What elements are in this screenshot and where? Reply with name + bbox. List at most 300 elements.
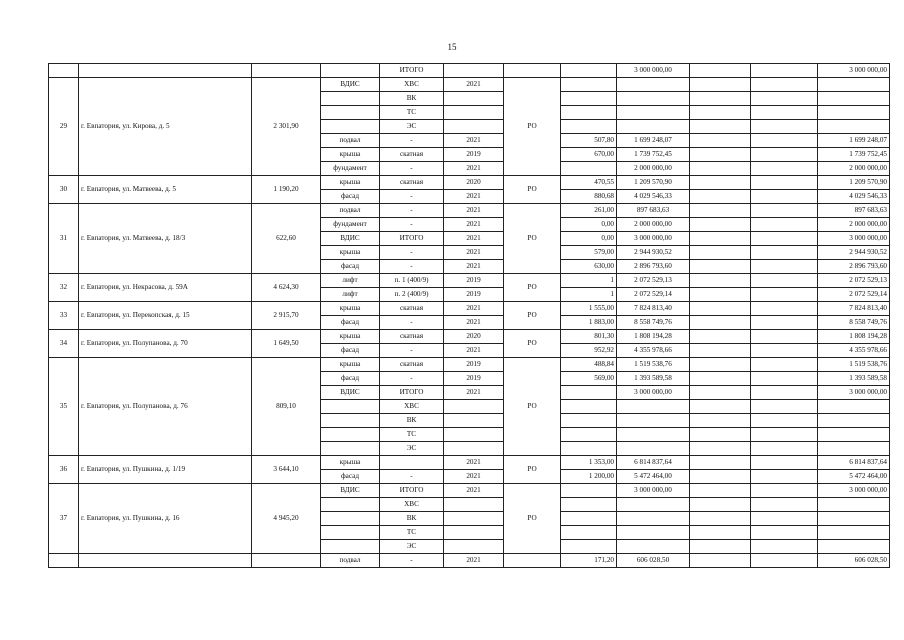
cell-cost: 3 000 000,00: [617, 232, 690, 246]
cell-work-type: фасад: [321, 372, 380, 386]
cell-subtype: скатная: [380, 176, 444, 190]
cell-year: [444, 442, 504, 456]
cell-cost: [617, 540, 690, 554]
cell-address: г. Евпатория, ул. Матвеева, д. 5: [79, 176, 252, 204]
cell-subtype: ЭС: [380, 540, 444, 554]
cell-cost: 2 896 793,60: [617, 260, 690, 274]
cell-subtype: -: [380, 218, 444, 232]
cell-quantity: 1: [561, 274, 617, 288]
cell-work-type: ВДИС: [321, 232, 380, 246]
cell-empty: [690, 344, 751, 358]
cell-empty: [690, 246, 751, 260]
cell-subtype: ХВС: [380, 498, 444, 512]
cell-cost: [617, 512, 690, 526]
cell-cost: [617, 498, 690, 512]
cell-empty: [751, 260, 818, 274]
cell-cost: [617, 78, 690, 92]
cell-number: 30: [49, 176, 79, 204]
cell-total: [818, 400, 890, 414]
page-number: 15: [447, 42, 457, 52]
cell-subtype: скатная: [380, 330, 444, 344]
cell-empty: [690, 400, 751, 414]
cell-year: 2019: [444, 274, 504, 288]
cell-address: г. Евпатория, ул. Полупанова, д. 70: [79, 330, 252, 358]
cell-fund: [504, 554, 561, 568]
cell-cost: 1 209 570,90: [617, 176, 690, 190]
cell-empty: [690, 302, 751, 316]
cell-subtype: ХВС: [380, 78, 444, 92]
cell-cost: 1 699 248,07: [617, 134, 690, 148]
cell-total: [818, 540, 890, 554]
cell-year: [444, 120, 504, 134]
table-row: [49, 554, 890, 568]
table-row: [49, 302, 890, 316]
cell-year: 2021: [444, 218, 504, 232]
cell-work-type: крыша: [321, 456, 380, 470]
cell-work-type: фасад: [321, 470, 380, 484]
cell-subtype: -: [380, 204, 444, 218]
cell-number: 37: [49, 484, 79, 554]
cell-cost: 1 739 752,45: [617, 148, 690, 162]
cell-cost: 8 558 749,76: [617, 316, 690, 330]
cell-total: 606 028,50: [818, 554, 890, 568]
cell-total: 1 393 589,58: [818, 372, 890, 386]
cell-cost: 7 824 813,40: [617, 302, 690, 316]
cell-work-type: подвал: [321, 554, 380, 568]
cell-total: 2 896 793,60: [818, 260, 890, 274]
cell-year: 2019: [444, 288, 504, 302]
cell-cost: [617, 442, 690, 456]
cell-empty: [751, 386, 818, 400]
cell-work-type: [321, 526, 380, 540]
cell-year: [444, 428, 504, 442]
cell-quantity: 1 200,00: [561, 470, 617, 484]
cell-empty: [690, 428, 751, 442]
cell-fund: РО: [504, 302, 561, 330]
cell-work-type: [321, 428, 380, 442]
cell-year: 2019: [444, 372, 504, 386]
cell-area: 2 301,90: [252, 78, 321, 176]
cell-number: 34: [49, 330, 79, 358]
cell-address: г. Евпатория, ул. Некрасова, д. 59А: [79, 274, 252, 302]
cell-empty: [751, 344, 818, 358]
cell-number: 31: [49, 204, 79, 274]
cell-subtype: -: [380, 554, 444, 568]
table-row: [49, 358, 890, 372]
cell-cost: 4 355 978,66: [617, 344, 690, 358]
cell-total: [818, 106, 890, 120]
cell-address: [79, 554, 252, 568]
cell-total: 1 739 752,45: [818, 148, 890, 162]
cell-empty: [751, 498, 818, 512]
cell-year: 2021: [444, 204, 504, 218]
cell-address: г. Евпатория, ул. Пушкина, д. 1/19: [79, 456, 252, 484]
cell-quantity: [561, 400, 617, 414]
cell-quantity: [561, 526, 617, 540]
cell-cost: [617, 526, 690, 540]
cell-work-type: [321, 498, 380, 512]
cell-year: [444, 540, 504, 554]
cell-empty: [690, 134, 751, 148]
cell-work-type: крыша: [321, 358, 380, 372]
cell-empty: [751, 246, 818, 260]
cell-year: 2021: [444, 246, 504, 260]
cell-empty: [751, 358, 818, 372]
cell-year: [444, 92, 504, 106]
cell-quantity: 952,92: [561, 344, 617, 358]
cell-work-type: фасад: [321, 344, 380, 358]
repair-schedule-table: [48, 63, 890, 568]
cell-year: 2021: [444, 162, 504, 176]
cell-subtype: ТС: [380, 526, 444, 540]
cell-work-type: крыша: [321, 176, 380, 190]
table-row: [49, 484, 890, 498]
cell-cost: 3 000 000,00: [617, 386, 690, 400]
cell-quantity: 0,00: [561, 218, 617, 232]
cell-year: 2021: [444, 260, 504, 274]
cell-quantity: [561, 162, 617, 176]
cell-quantity: 261,00: [561, 204, 617, 218]
cell-quantity: [561, 484, 617, 498]
cell-subtype: ИТОГО: [380, 386, 444, 400]
cell-total: 897 683,63: [818, 204, 890, 218]
cell-area: 809,10: [252, 358, 321, 456]
cell-total: 1 209 570,90: [818, 176, 890, 190]
cell-quantity: 630,00: [561, 260, 617, 274]
cell-total: 5 472 464,00: [818, 470, 890, 484]
cell-cost: 4 029 546,33: [617, 190, 690, 204]
table-row: [49, 64, 890, 78]
cell-year: [444, 512, 504, 526]
cell-cost: [617, 428, 690, 442]
cell-subtype: ХВС: [380, 400, 444, 414]
cell-empty: [751, 176, 818, 190]
cell-cost: 897 683,63: [617, 204, 690, 218]
cell-cost: 2 072 529,14: [617, 288, 690, 302]
cell-subtype: ЭС: [380, 442, 444, 456]
cell-subtype: -: [380, 134, 444, 148]
cell-subtype: ИТОГО: [380, 64, 444, 78]
cell-empty: [690, 106, 751, 120]
cell-quantity: [561, 428, 617, 442]
cell-empty: [751, 232, 818, 246]
cell-work-type: лифт: [321, 288, 380, 302]
cell-quantity: 1: [561, 288, 617, 302]
cell-fund: РО: [504, 358, 561, 456]
cell-quantity: [561, 442, 617, 456]
cell-year: 2021: [444, 386, 504, 400]
cell-work-type: [321, 442, 380, 456]
cell-total: 2 944 930,52: [818, 246, 890, 260]
cell-work-type: фасад: [321, 316, 380, 330]
cell-quantity: [561, 498, 617, 512]
cell-work-type: фундамент: [321, 162, 380, 176]
cell-total: [818, 92, 890, 106]
cell-empty: [751, 92, 818, 106]
cell-work-type: подвал: [321, 134, 380, 148]
cell-empty: [690, 176, 751, 190]
cell-subtype: -: [380, 470, 444, 484]
table-row: [49, 78, 890, 92]
cell-empty: [751, 512, 818, 526]
cell-work-type: [321, 120, 380, 134]
cell-work-type: [321, 414, 380, 428]
cell-subtype: -: [380, 316, 444, 330]
cell-empty: [690, 484, 751, 498]
cell-quantity: 801,30: [561, 330, 617, 344]
cell-fund: РО: [504, 204, 561, 274]
cell-total: 2 072 529,13: [818, 274, 890, 288]
cell-quantity: [561, 120, 617, 134]
cell-work-type: [321, 400, 380, 414]
cell-total: 2 072 529,14: [818, 288, 890, 302]
cell-address: г. Евпатория, ул. Полупанова, д. 76: [79, 358, 252, 456]
cell-subtype: ИТОГО: [380, 232, 444, 246]
cell-total: 6 814 837,64: [818, 456, 890, 470]
cell-empty: [751, 526, 818, 540]
cell-number: 35: [49, 358, 79, 456]
cell-total: 8 558 749,76: [818, 316, 890, 330]
cell-cost: 2 944 930,52: [617, 246, 690, 260]
cell-year: 2021: [444, 316, 504, 330]
cell-fund: РО: [504, 274, 561, 302]
cell-subtype: -: [380, 190, 444, 204]
cell-empty: [690, 456, 751, 470]
cell-work-type: крыша: [321, 302, 380, 316]
cell-quantity: 488,84: [561, 358, 617, 372]
cell-address: г. Евпатория, ул. Пушкина, д. 16: [79, 484, 252, 554]
cell-subtype: п. 1 (400/9): [380, 274, 444, 288]
table-row: [49, 274, 890, 288]
cell-work-type: подвал: [321, 204, 380, 218]
cell-area: [252, 554, 321, 568]
cell-year: 2021: [444, 232, 504, 246]
cell-quantity: 470,55: [561, 176, 617, 190]
cell-empty: [751, 484, 818, 498]
cell-year: 2021: [444, 484, 504, 498]
cell-empty: [751, 442, 818, 456]
cell-total: [818, 78, 890, 92]
cell-cost: 606 028,50: [617, 554, 690, 568]
cell-empty: [690, 498, 751, 512]
cell-empty: [751, 78, 818, 92]
cell-area: 3 644,10: [252, 456, 321, 484]
cell-empty: [690, 358, 751, 372]
cell-year: 2020: [444, 330, 504, 344]
cell-total: 2 000 000,00: [818, 162, 890, 176]
cell-empty: [690, 372, 751, 386]
cell-total: 7 824 813,40: [818, 302, 890, 316]
cell-total: 1 808 194,28: [818, 330, 890, 344]
table-row: [49, 176, 890, 190]
cell-empty: [751, 106, 818, 120]
cell-number: 33: [49, 302, 79, 330]
cell-empty: [690, 386, 751, 400]
cell-empty: [690, 316, 751, 330]
cell-quantity: [561, 106, 617, 120]
cell-year: 2019: [444, 148, 504, 162]
cell-empty: [690, 442, 751, 456]
cell-subtype: -: [380, 260, 444, 274]
cell-area: 1 649,50: [252, 330, 321, 358]
cell-cost: 1 519 538,76: [617, 358, 690, 372]
cell-cost: [617, 106, 690, 120]
cell-quantity: 1 353,00: [561, 456, 617, 470]
cell-cost: 3 000 000,00: [617, 64, 690, 78]
cell-work-type: фасад: [321, 260, 380, 274]
cell-work-type: крыша: [321, 330, 380, 344]
cell-cost: 2 072 529,13: [617, 274, 690, 288]
cell-quantity: 1 555,00: [561, 302, 617, 316]
cell-empty: [690, 470, 751, 484]
cell-subtype: ИТОГО: [380, 484, 444, 498]
cell-empty: [751, 148, 818, 162]
cell-work-type: ВДИС: [321, 386, 380, 400]
cell-cost: 5 472 464,00: [617, 470, 690, 484]
cell-empty: [690, 204, 751, 218]
cell-number: 36: [49, 456, 79, 484]
cell-empty: [690, 232, 751, 246]
cell-quantity: [561, 78, 617, 92]
cell-total: [818, 512, 890, 526]
cell-quantity: 507,80: [561, 134, 617, 148]
cell-total: [818, 442, 890, 456]
cell-cost: [617, 92, 690, 106]
cell-work-type: [321, 106, 380, 120]
cell-year: 2021: [444, 456, 504, 470]
cell-work-type: крыша: [321, 148, 380, 162]
cell-empty: [751, 400, 818, 414]
cell-empty: [751, 470, 818, 484]
cell-total: [818, 428, 890, 442]
cell-work-type: фасад: [321, 190, 380, 204]
cell-year: 2021: [444, 302, 504, 316]
cell-empty: [690, 288, 751, 302]
cell-area: 622,60: [252, 204, 321, 274]
cell-empty: [690, 190, 751, 204]
cell-total: [818, 120, 890, 134]
cell-quantity: 0,00: [561, 232, 617, 246]
cell-work-type: ВДИС: [321, 484, 380, 498]
cell-cost: 6 814 837,64: [617, 456, 690, 470]
cell-subtype: -: [380, 246, 444, 260]
cell-subtype: [380, 456, 444, 470]
cell-empty: [690, 218, 751, 232]
cell-total: 2 000 000,00: [818, 218, 890, 232]
cell-fund: РО: [504, 176, 561, 204]
cell-year: [444, 400, 504, 414]
cell-empty: [751, 316, 818, 330]
cell-empty: [751, 204, 818, 218]
cell-empty: [690, 274, 751, 288]
cell-year: 2021: [444, 470, 504, 484]
cell-subtype: ВК: [380, 414, 444, 428]
cell-empty: [690, 260, 751, 274]
cell-cost: 3 000 000,00: [617, 484, 690, 498]
cell-quantity: 579,00: [561, 246, 617, 260]
cell-fund: РО: [504, 484, 561, 554]
cell-subtype: -: [380, 344, 444, 358]
cell-subtype: ВК: [380, 92, 444, 106]
table-row: [49, 456, 890, 470]
cell-year: 2020: [444, 176, 504, 190]
cell-year: [444, 498, 504, 512]
cell-empty: [751, 190, 818, 204]
cell-total: 4 355 978,66: [818, 344, 890, 358]
cell-subtype: -: [380, 372, 444, 386]
cell-empty: [751, 372, 818, 386]
cell-empty: [751, 414, 818, 428]
cell-subtype: скатная: [380, 358, 444, 372]
cell-work-type: [321, 92, 380, 106]
cell-work-type: [321, 540, 380, 554]
cell-empty: [690, 120, 751, 134]
cell-year: 2021: [444, 190, 504, 204]
cell-cost: 2 000 000,00: [617, 218, 690, 232]
cell-address: г. Евпатория, ул. Кирова, д. 5: [79, 78, 252, 176]
cell-total: [818, 414, 890, 428]
cell-subtype: ТС: [380, 428, 444, 442]
cell-total: 1 519 538,76: [818, 358, 890, 372]
cell-number: 29: [49, 78, 79, 176]
cell-empty: [690, 414, 751, 428]
cell-cost: [617, 414, 690, 428]
cell-empty: [690, 526, 751, 540]
cell-empty: [690, 554, 751, 568]
cell-subtype: ВК: [380, 512, 444, 526]
cell-fund: РО: [504, 78, 561, 176]
cell-quantity: [561, 386, 617, 400]
cell-work-type: [321, 512, 380, 526]
cell-empty: [751, 218, 818, 232]
cell-year: [444, 414, 504, 428]
table-row: [49, 204, 890, 218]
cell-work-type: ВДИС: [321, 78, 380, 92]
cell-subtype: ЭС: [380, 120, 444, 134]
cell-quantity: 880,68: [561, 190, 617, 204]
cell-total: 3 000 000,00: [818, 386, 890, 400]
cell-work-type: крыша: [321, 246, 380, 260]
cell-quantity: 670,00: [561, 148, 617, 162]
cell-empty: [690, 330, 751, 344]
cell-empty: [751, 134, 818, 148]
cell-quantity: 171,20: [561, 554, 617, 568]
cell-cost: 1 808 194,28: [617, 330, 690, 344]
cell-work-type: фундамент: [321, 218, 380, 232]
cell-cost: [617, 400, 690, 414]
cell-total: 3 000 000,00: [818, 232, 890, 246]
cell-subtype: п. 2 (400/9): [380, 288, 444, 302]
cell-area: 1 190,20: [252, 176, 321, 204]
table-body: [49, 64, 890, 568]
cell-empty: [751, 540, 818, 554]
cell-empty: [751, 456, 818, 470]
cell-area: 4 624,30: [252, 274, 321, 302]
cell-empty: [690, 512, 751, 526]
cell-area: 2 915,70: [252, 302, 321, 330]
cell-empty: [751, 302, 818, 316]
cell-empty: [751, 554, 818, 568]
cell-fund: РО: [504, 330, 561, 358]
cell-year: 2021: [444, 344, 504, 358]
cell-empty: [690, 78, 751, 92]
cell-empty: [751, 428, 818, 442]
cell-area: 4 945,20: [252, 484, 321, 554]
cell-quantity: [561, 512, 617, 526]
cell-quantity: [561, 414, 617, 428]
cell-quantity: [561, 540, 617, 554]
cell-quantity: 1 883,00: [561, 316, 617, 330]
